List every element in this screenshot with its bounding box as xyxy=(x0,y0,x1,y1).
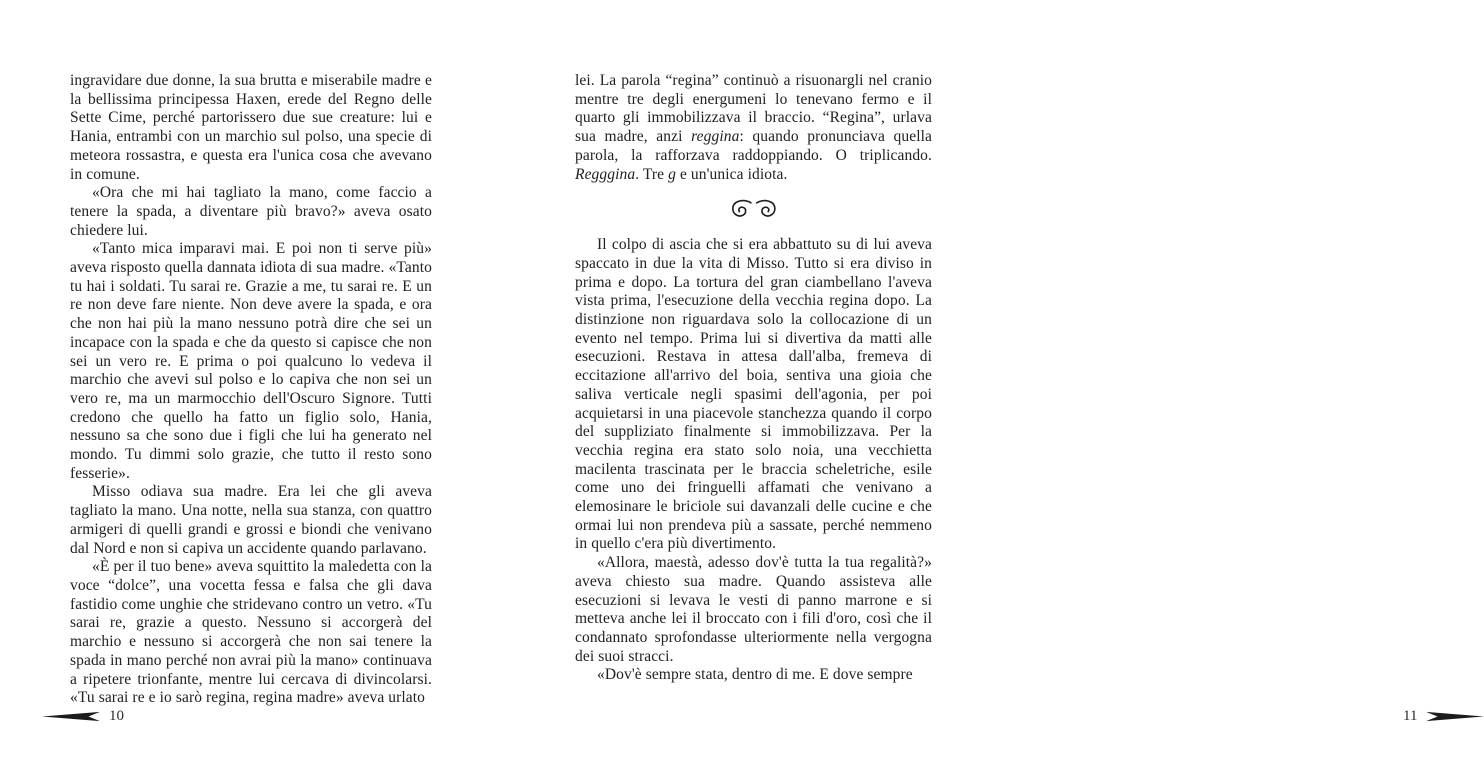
page-left xyxy=(0,0,500,768)
paragraph: «È per il tuo bene» aveva squittito la maledetta con la voce “dolce”, una vocetta fessa e falsa che gli dava fastidio come unghie che stridevano contro un vetro. «Tu sarai re, grazie a questo. Nessuno si accorgerà del marchio e nessuno si accorgerà che non sai tenere la spada in mano perché non avrai più la mano» continuava a ripetere trionfante, mentre lui cercava di divincolarsi. «Tu sarai re e io sarò regina, regina madre» aveva urlato xyxy=(70,558,432,707)
page-left-footer xyxy=(42,708,124,724)
page-right-text xyxy=(575,72,932,685)
paragraph: Misso odiava sua madre. Era lei che gli aveva tagliato la mano. Una notte, nella sua stanza, con quattro armigeri di quelli grandi e grossi e biondi che venivano dal Nord e non si capiva un accidente quando parlavano. xyxy=(70,483,432,557)
paragraph: «Allora, maestà, adesso dov'è tutta la tua regalità?» aveva chiesto sua madre. Quando assisteva alle esecuzioni si levava le vesti di panno marrone e si metteva anche lei il broccato con i fili d'oro, così che il condannato sprofondasse ulteriormente nella vergogna dei suoi stracci. xyxy=(575,554,932,665)
paragraph: lei. La parola “regina” continuò a risuonargli nel cranio mentre tre degli energumeni lo tenevano fermo e il quarto gli immobilizzava il braccio. “Regina”, urlava sua madre, anzi reggina: quando pronunciava quella parola, la rafforzava raddoppiando. O triplicando. Regggina. Tre g e un'unica idiota. xyxy=(575,72,932,183)
page-number-right: 11 xyxy=(1403,708,1418,724)
paragraph: «Dov'è sempre stata, dentro di me. E dove sempre xyxy=(597,666,913,684)
page-right-footer xyxy=(1403,708,1484,724)
page-right xyxy=(500,0,1418,768)
page-left-text xyxy=(70,72,432,708)
paragraph: ingravidare due donne, la sua brutta e miserabile madre e la bellissima principessa Haxen, erede del Regno delle Sette Cime, perché partorissero due sue creature: lui e Hania, entrambi con un marchio sul polso, una specie di meteora rossastra, e questa era l'unica cosa che avevano in comune. xyxy=(70,72,432,183)
paragraph: «Ora che mi hai tagliato la mano, come faccio a tenere la spada, a diventare più bravo?» aveva osato chiedere lui. xyxy=(70,184,432,239)
page-number-left: 10 xyxy=(109,708,124,724)
right-dart-icon xyxy=(1426,711,1484,722)
double-spiral-fleuron-icon xyxy=(575,197,932,221)
paragraph: Il colpo di ascia che si era abbattuto su di lui aveva spaccato in due la vita di Misso. Tutto si era diviso in prima e dopo. La tortura del gran ciambellano l'aveva vista prima, l'esecuzione della vecchia regina dopo. La distinzione non riguardava solo la collocazione di un evento nel tempo. Prima lui si divertiva da matti alle esecuzioni. Restava in attesa dall'alba, fremeva di eccitazione all'arrivo del boia, sentiva una gioia che saliva verticale negli spasimi dell'agonia, per poi acquietarsi in una piacevole stanchezza quando il corpo del suppliziato finalmente si immobilizzava. Per la vecchia regina era stato solo noia, una vecchietta macilenta trascinata per le braccia scheletriche, esile come uno dei fringuelli affamati che venivano a elemosinare le briciole sui davanzali delle cucine e che ormai lui non prendeva più a sassate, perché nemmeno in quello c'era più divertimento. xyxy=(575,236,932,553)
left-dart-icon xyxy=(42,711,100,722)
paragraph: «Tanto mica imparavi mai. E poi non ti serve più» aveva risposto quella dannata idiota di sua madre. «Tanto tu hai i soldati. Tu sarai re. Grazie a me, tu sarai re. E un re non deve fare niente. Non deve avere la spada, e ora che non hai più la mano nessuno potrà dire che sei un incapace con la spada e che da questo si capisce che non sei un vero re. E prima o poi qualcuno lo vedeva il marchio che avevi sul polso e lo capiva che non sei un vero re, ma un marmocchio dell'Oscuro Signore. Tutti credono che quello ha fatto un figlio solo, Hania, nessuno sa che sono due i figli che lui ha generato nel mondo. Tu dimmi solo grazie, che tutto il resto sono fesserie». xyxy=(70,240,432,482)
